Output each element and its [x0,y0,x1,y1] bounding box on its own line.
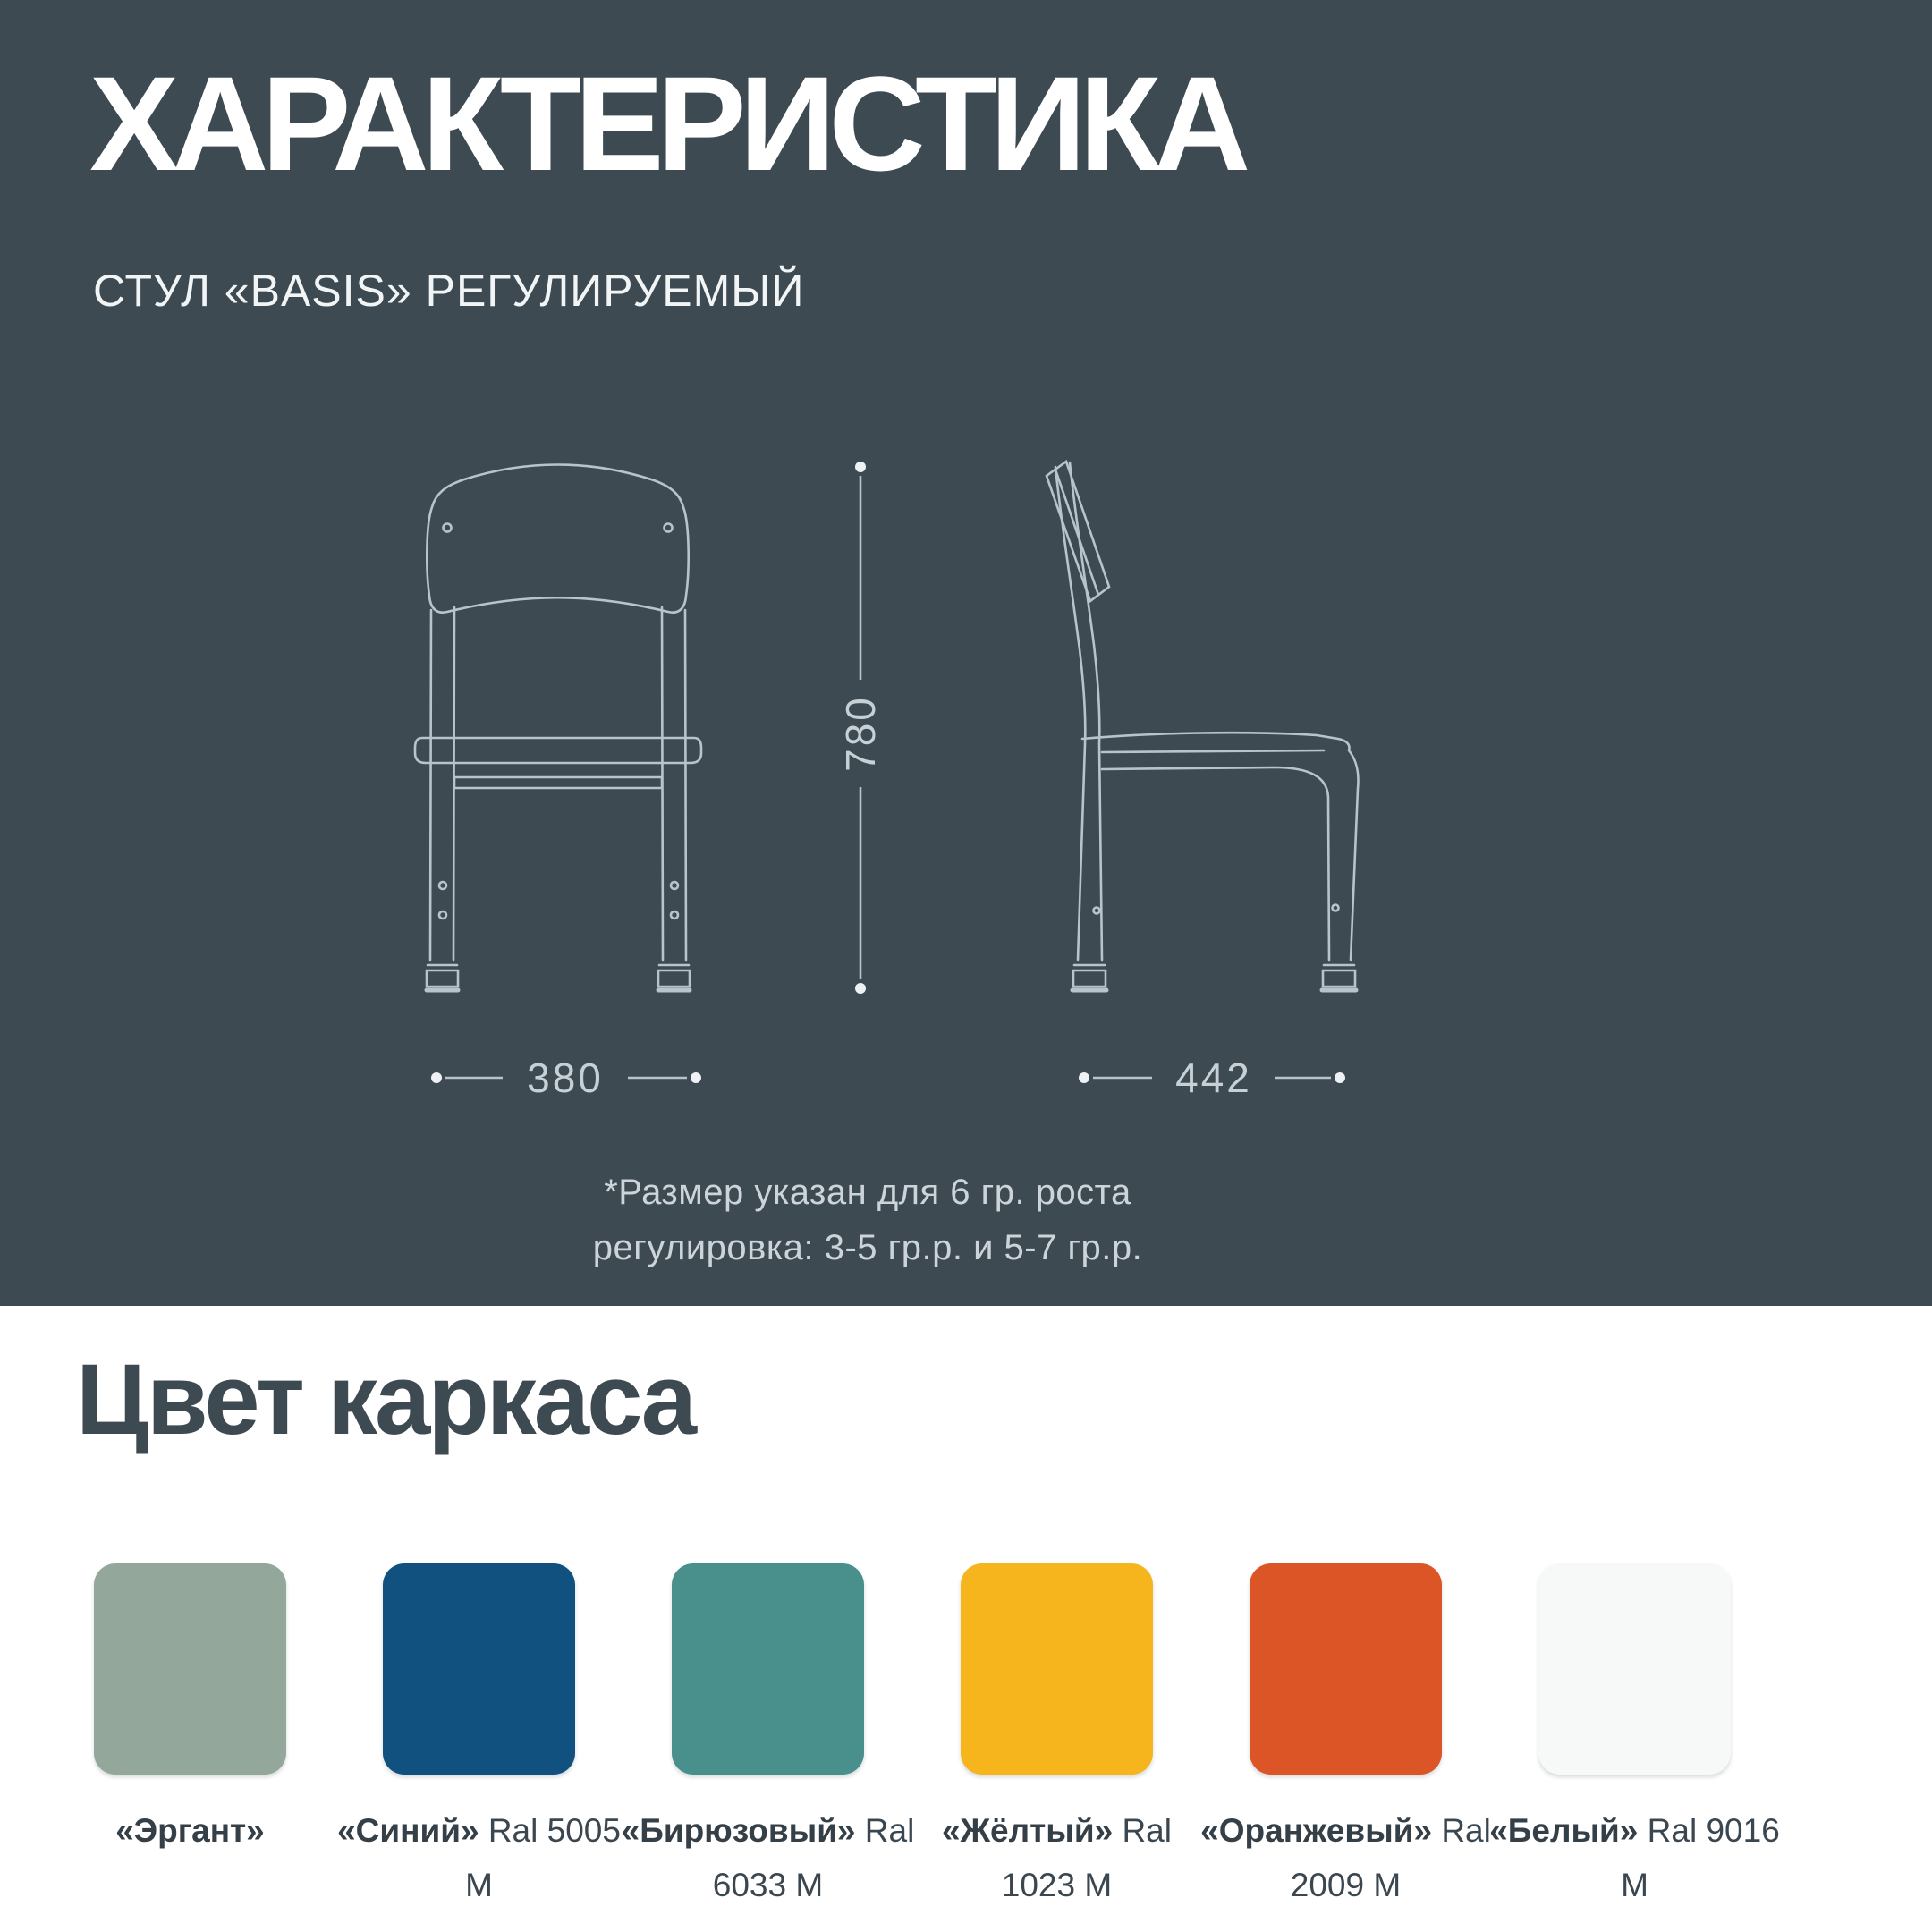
color-swatch-ergant [94,1563,286,1775]
front-width-dimension [431,1055,701,1101]
color-swatch-yellow [961,1563,1153,1775]
color-name: «Жёлтый» [942,1812,1114,1849]
frame-colors-section [0,1306,1932,1932]
color-swatch-turquoise [672,1563,864,1775]
color-ral-code: Ral 9016 M [1621,1812,1780,1904]
color-label [41,1803,340,1858]
front-width-dimension-label: 380 [527,1055,604,1101]
height-dimension-label: 780 [837,695,884,772]
color-label [1197,1803,1496,1912]
side-depth-dimension-label: 442 [1175,1055,1252,1101]
color-item-blue [337,1563,621,1912]
color-ral-code: Ral 6033 M [712,1812,915,1904]
color-label [619,1803,918,1912]
product-subtitle: СТУЛ «BASIS» РЕГУЛИРУЕМЫЙ [93,266,805,316]
color-ral-code: Ral 5005 M [465,1812,621,1904]
color-item-turquoise [621,1563,915,1912]
color-item-ergant [94,1563,286,1912]
frame-colors-heading: Цвет каркаса [76,1343,695,1455]
color-swatch-orange [1250,1563,1442,1775]
color-swatch-white [1538,1563,1731,1775]
color-name: «Эргант» [115,1812,265,1849]
color-item-yellow [942,1563,1172,1912]
chair-technical-drawing [295,420,1637,1136]
color-ral-code: Ral 2009 M [1290,1812,1491,1904]
chair-drawing-svg [295,420,1637,1136]
color-name: «Оранжевый» [1200,1812,1433,1849]
size-footnote-line1: *Размер указан для 6 гр. роста [604,1173,1131,1212]
side-depth-dimension [1079,1055,1345,1101]
color-item-white [1489,1563,1780,1912]
page-title: ХАРАКТЕРИСТИКА [89,48,1244,199]
color-label [1486,1803,1784,1912]
size-footnote [152,1165,1583,1275]
color-label [908,1803,1207,1912]
color-swatch-row [94,1563,1780,1912]
size-footnote-line2: регулировка: 3-5 гр.р. и 5-7 гр.р. [592,1228,1143,1267]
color-name: «Синий» [337,1812,479,1849]
height-dimension [837,462,884,994]
chair-side-view-drawing [1046,462,1359,990]
color-item-orange [1200,1563,1491,1912]
color-swatch-blue [383,1563,575,1775]
chair-front-view-drawing [415,465,701,991]
color-name: «Бирюзовый» [621,1812,856,1849]
color-label [330,1803,629,1912]
color-ral-code: Ral 1023 M [1001,1812,1172,1904]
color-name: «Белый» [1489,1812,1639,1849]
